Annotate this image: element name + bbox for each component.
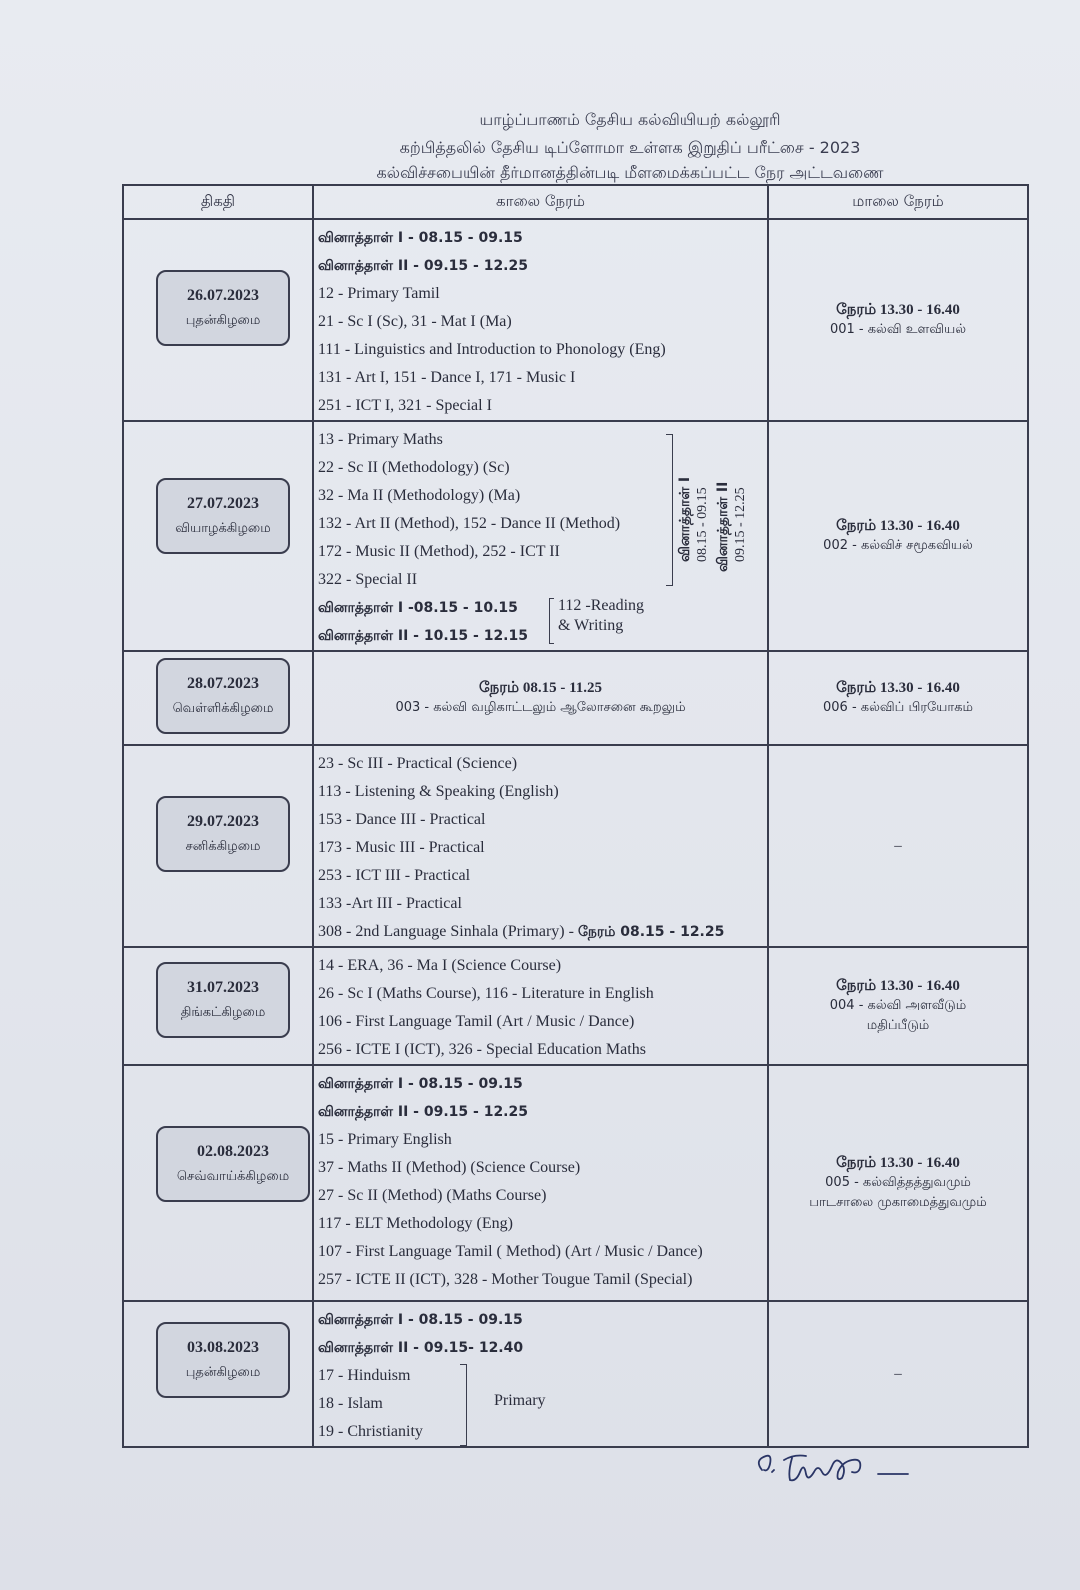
date-box <box>156 796 290 872</box>
morning-time: நேரம் 08.15 - 11.25 <box>478 680 602 696</box>
bracket <box>549 598 554 644</box>
side-paper-label: வினாத்தாள் I <box>677 476 693 562</box>
day-name: திங்கட்கிழமை <box>180 1005 266 1020</box>
morning-cell <box>313 219 768 421</box>
morning-cell <box>313 947 768 1065</box>
side-paper-label: வினாத்தாள் II <box>715 481 731 572</box>
date-box <box>156 1126 310 1202</box>
evening-cell <box>768 947 1028 1065</box>
table-row <box>123 947 1028 1065</box>
date-column-header: திகதி <box>123 185 313 219</box>
subject-line: 153 - Dance III - Practical <box>318 811 486 828</box>
subject-line: 308 - 2nd Language Sinhala (Primary) - நேரம் 08.15 - 12.25 <box>318 923 725 940</box>
bracket <box>460 1364 467 1446</box>
day-name: செவ்வாய்க்கிழமை <box>176 1169 290 1184</box>
bracket <box>666 434 673 586</box>
subject-line: 251 - ICT I, 321 - Special I <box>318 397 492 414</box>
subject-line: 132 - Art II (Method), 152 - Dance II (Method) <box>318 515 621 532</box>
table-row <box>123 1065 1028 1301</box>
evening-time: நேரம் 13.30 - 16.40 <box>836 1155 960 1171</box>
table-header-row <box>123 185 1028 219</box>
evening-subject: 005 - கல்வித்தத்துவமும் <box>825 1175 971 1190</box>
paper-time: வினாத்தாள் I - 08.15 - 09.15 <box>318 1312 523 1328</box>
subject-line: 172 - Music II (Method), 252 - ICT II <box>318 543 560 560</box>
no-exam-dash: – <box>894 838 902 854</box>
day-name: வியாழக்கிழமை <box>175 521 271 536</box>
date-value: 29.07.2023 <box>187 813 259 830</box>
subject-line: 322 - Special II <box>318 571 418 588</box>
paper-time: வினாத்தாள் II - 09.15 - 12.25 <box>318 258 528 274</box>
day-name: வெள்ளிக்கிழமை <box>172 701 274 716</box>
date-value: 26.07.2023 <box>187 287 259 304</box>
paper-time: நேரம் 08.15 - 12.25 <box>577 924 725 940</box>
date-value: 02.08.2023 <box>197 1143 269 1160</box>
subject-line: 107 - First Language Tamil ( Method) (Art / Music / Dance) <box>318 1243 703 1260</box>
day-name: புதன்கிழமை <box>185 1365 261 1380</box>
exam-timetable <box>122 184 1029 1448</box>
day-name: புதன்கிழமை <box>185 313 261 328</box>
evening-subject: 006 - கல்விப் பிரயோகம் <box>823 700 973 715</box>
evening-time: நேரம் 13.30 - 16.40 <box>836 978 960 994</box>
paper-time: வினாத்தாள் II - 10.15 - 12.15 <box>318 628 528 644</box>
date-cell <box>123 947 313 1065</box>
morning-cell <box>313 1301 768 1447</box>
table-row <box>123 745 1028 947</box>
evening-column-header: மாலை நேரம் <box>768 185 1028 219</box>
subject-line: 133 -Art III - Practical <box>318 895 462 912</box>
morning-subject: 003 - கல்வி வழிகாட்டலும் ஆலோசனை கூறலும் <box>395 700 686 715</box>
day-name: சனிக்கிழமை <box>185 839 261 854</box>
evening-subject: 002 - கல்விச் சமூகவியல் <box>823 538 973 553</box>
date-value: 27.07.2023 <box>187 495 259 512</box>
paper-time: வினாத்தாள் I - 08.15 - 09.15 <box>318 230 523 246</box>
subject-line: 173 - Music III - Practical <box>318 839 485 856</box>
evening-time: நேரம் 13.30 - 16.40 <box>836 518 960 534</box>
date-cell <box>123 651 313 745</box>
evening-cell <box>768 1065 1028 1301</box>
side-time-label: 09.15 - 12.25 <box>733 487 748 562</box>
paper-time: வினாத்தாள் I -08.15 - 10.15 <box>318 600 518 616</box>
subject-line: 113 - Listening & Speaking (English) <box>318 783 559 800</box>
evening-subject: 004 - கல்வி அளவீடும் <box>829 998 967 1013</box>
evening-time: நேரம் 13.30 - 16.40 <box>836 680 960 696</box>
subject-line: 131 - Art I, 151 - Dance I, 171 - Music I <box>318 369 576 386</box>
subject-line: 19 - Christianity <box>318 1423 423 1440</box>
date-cell <box>123 421 313 651</box>
date-cell <box>123 219 313 421</box>
subject-line: 13 - Primary Maths <box>318 431 443 448</box>
subject-line: 257 - ICTE II (ICT), 328 - Mother Tougue Tamil (Special) <box>318 1271 693 1288</box>
reading-writing-label: 112 -Reading & Writing <box>558 597 645 634</box>
subject-line: 32 - Ma II (Methodology) (Ma) <box>318 487 521 504</box>
date-cell <box>123 1301 313 1447</box>
subject-line: 22 - Sc II (Methodology) (Sc) <box>318 459 510 476</box>
table-row <box>123 1301 1028 1447</box>
morning-cell <box>313 651 768 745</box>
subject-line: 21 - Sc I (Sc), 31 - Mat I (Ma) <box>318 313 512 330</box>
date-cell <box>123 745 313 947</box>
subject-line: 18 - Islam <box>318 1395 383 1412</box>
table-row <box>123 421 1028 651</box>
subject-line: 111 - Linguistics and Introduction to Phonology (Eng) <box>318 341 666 358</box>
signature <box>750 1440 950 1490</box>
subject-line: 26 - Sc I (Maths Course), 116 - Literature in English <box>318 985 654 1002</box>
morning-cell <box>313 745 768 947</box>
evening-subject: 001 - கல்வி உளவியல் <box>829 322 967 337</box>
date-box <box>156 658 290 734</box>
evening-cell <box>768 421 1028 651</box>
date-value: 28.07.2023 <box>187 675 259 692</box>
subject-line: 14 - ERA, 36 - Ma I (Science Course) <box>318 957 562 974</box>
subject-line: 17 - Hinduism <box>318 1367 411 1384</box>
evening-cell <box>768 651 1028 745</box>
college-title: யாழ்ப்பாணம் தேசிய கல்வியியற் கல்லூரி <box>479 110 781 129</box>
subject-line: 23 - Sc III - Practical (Science) <box>318 755 518 772</box>
date-cell <box>123 1065 313 1301</box>
evening-cell <box>768 1301 1028 1447</box>
exam-title: கற்பித்தலில் தேசிய டிப்ளோமா உள்ளக இறுதிப் பரீட்சை - 2023 <box>399 138 861 157</box>
table-row <box>123 651 1028 745</box>
subject-line: 253 - ICT III - Practical <box>318 867 471 884</box>
morning-column-header: காலை நேரம் <box>313 185 768 219</box>
subject-line: 27 - Sc II (Method) (Maths Course) <box>318 1187 547 1204</box>
no-exam-dash: – <box>894 1366 902 1382</box>
subject-line: 117 - ELT Methodology (Eng) <box>318 1215 513 1232</box>
subject-line: 15 - Primary English <box>318 1131 452 1148</box>
date-value: 03.08.2023 <box>187 1339 259 1356</box>
paper-time: வினாத்தாள் I - 08.15 - 09.15 <box>318 1076 523 1092</box>
morning-cell <box>313 1065 768 1301</box>
table-row <box>123 219 1028 421</box>
evening-subject: மதிப்பீடும் <box>866 1018 930 1033</box>
timetable-title: கல்விச்சபையின் தீர்மானத்தின்படி மீளமைக்கப்பட்ட நேர அட்டவணை <box>376 163 884 182</box>
evening-cell <box>768 219 1028 421</box>
subject-line: 12 - Primary Tamil <box>318 285 440 302</box>
side-time-label: 08.15 - 09.15 <box>695 487 710 562</box>
date-box <box>156 478 290 554</box>
date-box <box>156 962 290 1038</box>
evening-subject: பாடசாலை முகாமைத்துவமும் <box>809 1195 987 1210</box>
primary-group-label: Primary <box>494 1392 546 1409</box>
evening-time: நேரம் 13.30 - 16.40 <box>836 302 960 318</box>
paper-time: வினாத்தாள் II - 09.15 - 12.25 <box>318 1104 528 1120</box>
date-value: 31.07.2023 <box>187 979 259 996</box>
date-box <box>156 270 290 346</box>
subject-line: 106 - First Language Tamil (Art / Music / Dance) <box>318 1013 635 1030</box>
morning-cell <box>313 421 768 651</box>
evening-cell <box>768 745 1028 947</box>
paper-time: வினாத்தாள் II - 09.15- 12.40 <box>318 1340 524 1356</box>
subject-line: 256 - ICTE I (ICT), 326 - Special Education Maths <box>318 1041 646 1058</box>
date-box <box>156 1322 290 1398</box>
subject-line: 37 - Maths II (Method) (Science Course) <box>318 1159 581 1176</box>
